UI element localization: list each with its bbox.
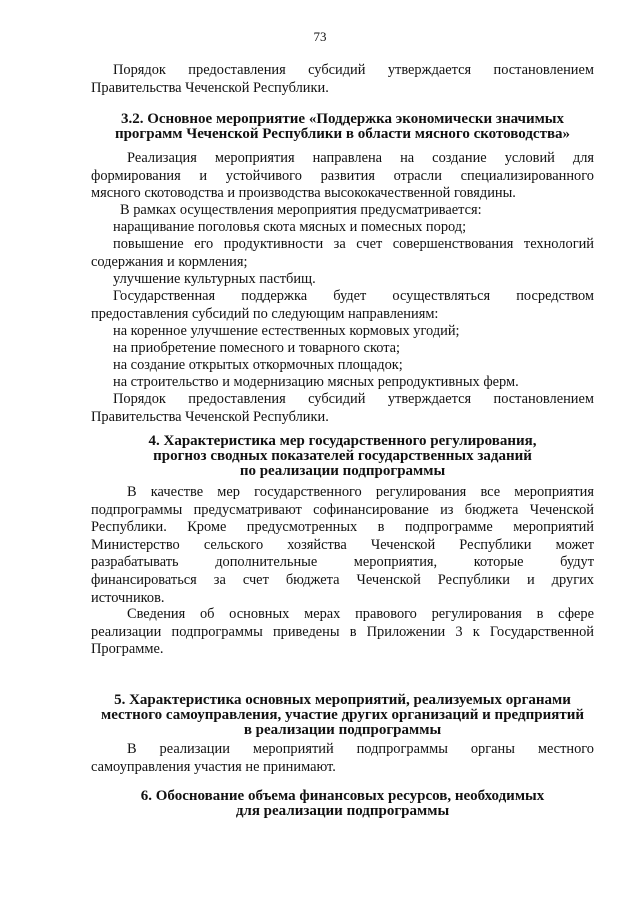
text-line: Правительства Чеченской Республики. bbox=[91, 408, 329, 425]
text-line: мясного скотоводства и производства высококачественной говядины. bbox=[91, 185, 516, 202]
text-line: Порядок предоставления субсидий утверждается постановлением bbox=[113, 62, 594, 78]
text-line: самоуправления участия не принимают. bbox=[91, 758, 336, 775]
heading-5 bbox=[91, 693, 594, 738]
paragraph-legal-info bbox=[91, 606, 594, 659]
text-line: содержания и кормления; bbox=[91, 253, 248, 270]
text-line: В качестве мер государственного регулирования все мероприятия bbox=[127, 484, 594, 500]
heading-line: по реализации подпрограммы bbox=[239, 463, 446, 479]
text-line: Сведения об основных мерах правового регулирования в сфере bbox=[127, 606, 594, 622]
text-line: реализации подпрограммы приведены в Приложении 3 к Государственной bbox=[91, 623, 594, 640]
text-line: финансироваться за счет бюджета Чеченской Республики и других bbox=[91, 571, 594, 588]
heading-line: 3.2. Основное мероприятие «Поддержка экономически значимых bbox=[120, 111, 565, 127]
text-line: Порядок предоставления субсидий утверждается постановлением bbox=[113, 391, 594, 407]
paragraph-state-support bbox=[91, 288, 594, 323]
heading-line: 5. Характеристика основных мероприятий, реализуемых органами bbox=[114, 692, 571, 708]
paragraph-framework: В рамках осуществления мероприятия предусматривается: bbox=[120, 202, 482, 218]
direction-item-2: на приобретение помесного и товарного скота; bbox=[113, 340, 401, 356]
list-item-livestock: наращивание поголовья скота мясных и помесных пород; bbox=[113, 219, 467, 235]
heading-line: прогноз сводных показателей государственных заданий bbox=[153, 448, 532, 464]
paragraph-subsidy-order-2 bbox=[91, 391, 594, 426]
text-line: Программе. bbox=[91, 641, 164, 658]
heading-6 bbox=[91, 789, 594, 819]
text-line: разрабатывать дополнительные мероприятия, которые будут bbox=[91, 554, 594, 571]
direction-item-4: на строительство и модернизацию мясных репродуктивных ферм. bbox=[113, 374, 519, 390]
heading-line: для реализации подпрограммы bbox=[235, 803, 450, 819]
heading-line: 6. Обоснование объема финансовых ресурсов, необходимых bbox=[140, 788, 545, 804]
heading-line: местного самоуправления, участие других организаций и предприятий bbox=[100, 707, 584, 723]
text-line: Реализация мероприятия направлена на создание условий для bbox=[127, 150, 594, 166]
text-line: Министерство сельского хозяйства Чеченской Республики может bbox=[91, 536, 594, 553]
heading-line: 4. Характеристика мер государственного регулирования, bbox=[148, 433, 537, 449]
text-line: В реализации мероприятий подпрограммы органы местного bbox=[127, 741, 594, 757]
page-number: 73 bbox=[313, 29, 327, 44]
paragraph-regulation-measures bbox=[91, 484, 594, 607]
text-line: источников. bbox=[91, 589, 165, 606]
text-line: Государственная поддержка будет осуществляться посредством bbox=[113, 288, 594, 304]
text-line: повышение его продуктивности за счет совершенствования технологий bbox=[113, 236, 594, 252]
direction-item-3: на создание открытых откормочных площадок; bbox=[113, 357, 403, 373]
list-item-productivity bbox=[91, 236, 594, 271]
text-line: формирования и устойчивого развития отрасли специализированного bbox=[91, 167, 594, 184]
list-item-pastures: улучшение культурных пастбищ. bbox=[113, 271, 316, 287]
text-line: Правительства Чеченской Республики. bbox=[91, 79, 329, 96]
text-line: подпрограммы предусматривают софинансирование из бюджета Чеченской bbox=[91, 501, 594, 518]
heading-3-2 bbox=[91, 112, 594, 142]
paragraph-local-government bbox=[91, 741, 594, 776]
direction-item-1: на коренное улучшение естественных кормовых угодий; bbox=[113, 323, 460, 339]
heading-line: в реализации подпрограммы bbox=[243, 722, 442, 738]
heading-4 bbox=[91, 434, 594, 479]
text-line: предоставления субсидий по следующим направлениям: bbox=[91, 305, 439, 322]
paragraph-subsidy-order-1 bbox=[91, 62, 594, 97]
text-line: Республики. Кроме предусмотренных в подпрограмме мероприятий bbox=[91, 519, 594, 536]
paragraph-implementation bbox=[91, 150, 594, 203]
heading-line: программ Чеченской Республики в области мясного скотоводства» bbox=[114, 126, 571, 142]
